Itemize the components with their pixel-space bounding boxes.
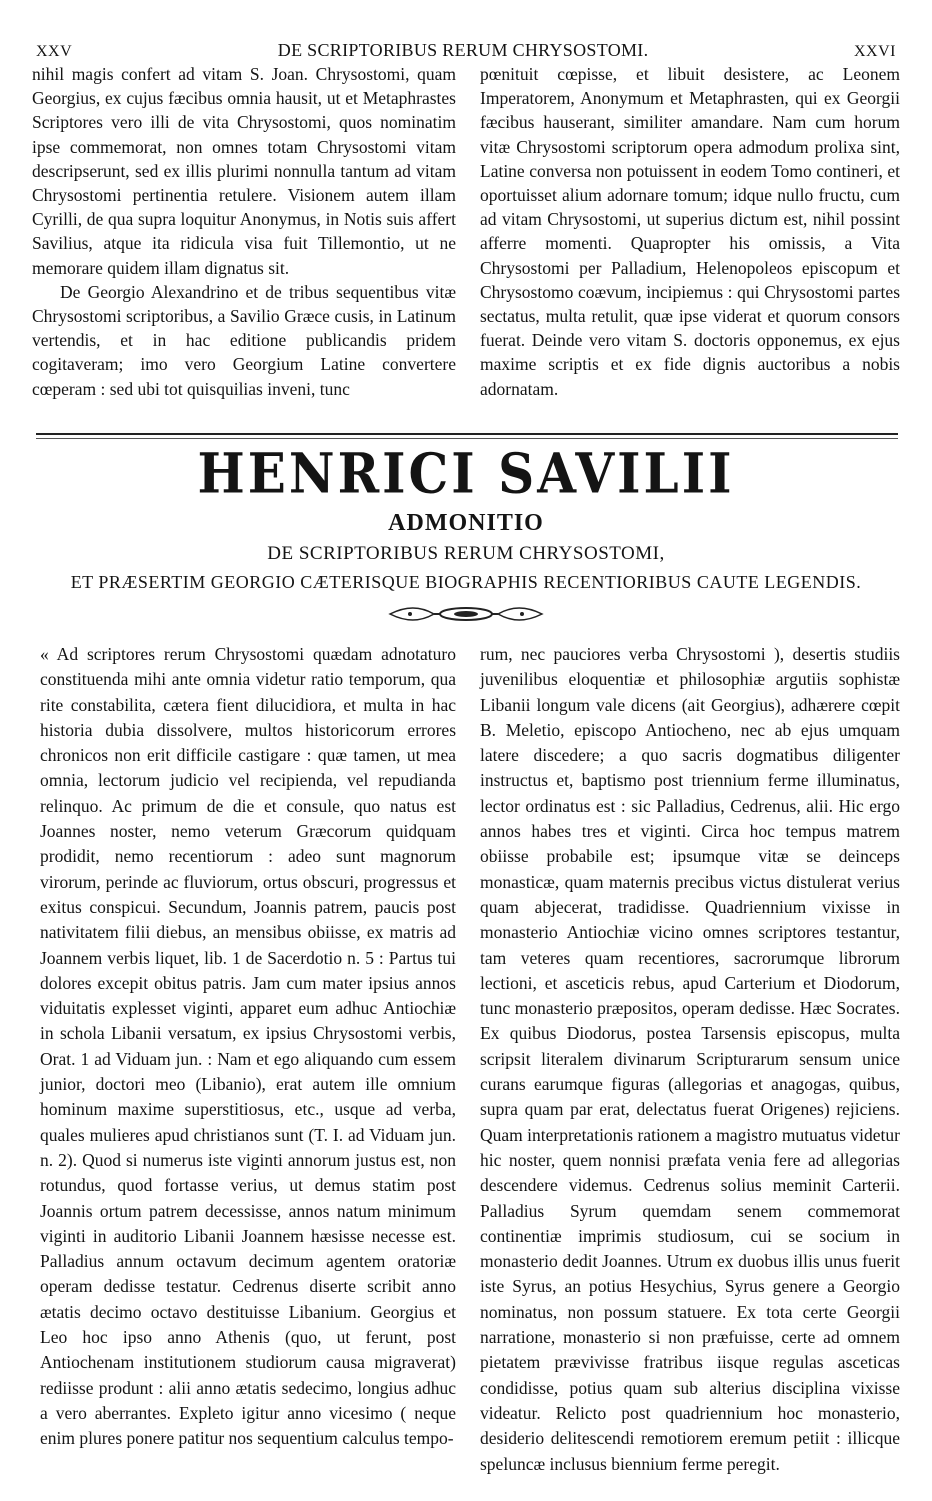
paragraph: De Georgio Alexandrino et de tribus sequentibus vitæ Chrysostomi scriptoribus, a Savilio Græce cusis, in Latinum vertendis, et in hac editione publicandis pridem cogitaveram; imo vero Georgium Latine convertere cœperam : sed ubi tot quisquilias inveni, tunc: [32, 281, 456, 399]
section-subtitle-line2: DE SCRIPTORIBUS RERUM CHRYSOSTOMI,: [267, 543, 665, 564]
bottom-left-column: [40, 642, 456, 1452]
section-title: HENRICI SAVILII: [197, 441, 735, 506]
paragraph: pœnituit cœpisse, et libuit desistere, ac Leonem Imperatorem, Anonymum et Metaphrasten, qui ex Georgii fæcibus hauserant, similiter amandare. Nam cum horum vitæ Chrysostomi scriptorum opera admodum prolixa sint, Latine conversa non potuissent in eodem Tomo contineri, et oportuisset alium adornare tomum; idque nullo fructu, cum ad vitam Chrysostomi, ut superius dictum est, nihil possint afferre momenti. Quapropter his omissis, a Vita Chrysostomi per Palladium, Helenopoleos episcopum et Chrysostomo coævum, incipiemus : qui Chrysostomi partes sectatus, multa retulit, quæ ipse viderat et quorum consors fuerat. Deinde vero vitam S. doctoris opponemus, ex ejus maxime scriptis et ex fide dignis auctoribus a nobis adornatam.: [480, 64, 900, 399]
running-head-title: DE SCRIPTORIBUS RERUM CHRYSOSTOMI.: [277, 40, 649, 60]
section-subtitle-line3: ET PRÆSERTIM GEORGIO CÆTERISQUE BIOGRAPHIS RECENTIORIBUS CAUTE LEGENDIS.: [70, 572, 862, 592]
paragraph: « Ad scriptores rerum Chrysostomi quædam adnotaturo constituenda mihi ante omnia videtur ratio temporum, qua rite constabilita, cætera fient dilucidiora, et multa in hac historia dubia dissolvere, multos historicorum errores chronicos non erit difficile castigare : quæ tamen, ut mea omnia, lectorum judicio vel recipienda, vel repudianda relinquo. Ac primum de die et consule, quo natus est Joannes noster, nemo veterum Græcorum quidquam prodidit, nemo recentiorum : adeo sunt magnorum virorum, perinde ac fluviorum, ortus obscuri, progressus et exitus conspicui. Secundum, Joannis patrem, paucis post nativitatem filii diebus, an mensibus obiisse, ex matris ad Joannem verbis liquet, lib. 1 de Sacerdotio n. 5 : Partus tui dolores excepit obitus patris. Jam cum mater ipsius annos viduitatis explesset viginti, apparet eum adhuc Antiochiæ in schola Libanii versatum, ex ipsius Chrysostomi verbis, Orat. 1 ad Viduam jun. : Nam et ego aliquando cum essem junior, doctori meo (Libanio), erat autem ille omnium hominum maxime superstitiosus, etc., usque ad verba, quales mulieres apud christianos sunt (T. I. ad Viduam jun. n. 2). Quod si numerus iste viginti annorum justus est, non rotundus, quod fortasse verius, ut demus statim post Joannis ortum patrem decessisse, annos natum minimum viginti in auditorio Libanii Joannem hæsisse necesse est. Palladius annum octavum decimum agentem oratoriæ operam dedisse testatur. Cedrenus diserte scribit anno ætatis decimo octavo destituisse Libanium. Georgius et Leo hoc ipso anno Athenis (quo, ut ferunt, post Antiochenam institutionem studiorum causa migraverat) rediisse produnt : alii anno ætatis sedecimo, longius adhuc a vero aberrantes. Expleto igitur anno vicesimo ( neque enim plures ponere patitur nos sequentium calculus tempo-: [40, 644, 456, 1449]
page-number-right: XXVI: [853, 43, 896, 60]
top-right-column: [480, 62, 900, 401]
ornament-flourish-icon: [386, 603, 546, 625]
section-divider-thin: [36, 438, 898, 439]
section-divider: [36, 433, 898, 435]
section-subtitle: ADMONITIO: [388, 510, 544, 536]
running-head: [36, 40, 896, 62]
paragraph: nihil magis confert ad vitam S. Joan. Chrysostomi, quam Georgius, ex cujus fæcibus omnia hausit, ut et Metaphrastes Scriptores vero illi de vita Chrysostomi, quos nominatim ipse commemorat, non omnes totam Chrysostomi vitam descripserunt, sed ex illis plurimi nonnulla tantum ad vitam Chrysostomi pertinentia retulere. Visionem autem illam Cyrilli, de qua supra loquitur Anonymus, in Notis suis affert Savilius, atque ita ridicula visa fuit Tillemontio, ut ne memorare quidem illam dignatus sit.: [32, 64, 456, 278]
top-left-column: [32, 62, 456, 401]
page-number-left: XXV: [36, 43, 73, 60]
paragraph: rum, nec pauciores verba Chrysostomi ), desertis studiis juvenilibus eloquentiæ et philosophiæ argutiis sophistæ Libanii longum vale dicens (ait Georgius), adhærere cœpit B. Meletio, episcopo Antiocheno, nec ab ejus umquam latere discedere; a quo sacris dogmatibus diligenter instructus et, baptismo post triennium ferme illuminatus, lector ordinatus est : sic Palladius, Cedrenus, alii. Hic ergo annos habes tres et viginti. Circa hoc tempus matrem obiisse probabile est; ipsumque vitæ se deinceps monasticæ, quam maternis precibus victus distulerat verius quam abjecerat, tradidisse. Quadriennium vixisse in monasterio Antiochiæ vicino omnes scriptores testantur, tam veteres quam recentiores, sacrorumque librorum lectioni, et asceticis rebus, apud Carterium et Diodorum, tunc monasterio præpositos, operam dedisse. Hæc Socrates. Ex quibus Diodorus, postea Tarsensis episcopus, multa scripsit literalem divinarum Scripturarum sensum unice curans earumque figuras (allegorias et anagogas, quibus, supra quam par erat, delectatus fuerat Origenes) rejiciens. Quam interpretationis rationem a magistro mutuatus videtur hic noster, quem nonnisi præfata venia fere ad allegorias descendere videmus. Cedrenus solius meminit Carterii. Palladius Syrum quemdam senem commemorat continentiæ imprimis studiosum, cui se socium in monasterio dedit Joannes. Utrum ex duobus illis unus fuerit iste Syrus, an potius Hesychius, Syrus genere a Georgio nominatus, non possum statuere. Ex tota certe Georgii narratione, monasterio si non præfuisse, certe ad omnem pietatem prævivisse fratribus iisque regulas asceticas condidisse, potius quam sub alterius disciplina vixisse videatur. Relicto post quadriennium hoc monasterio, desiderio delitescendi remotiorem eremum petiit : illicque speluncæ inclusus biennium ferme peregit.: [480, 644, 900, 1474]
bottom-right-column: [480, 642, 900, 1477]
